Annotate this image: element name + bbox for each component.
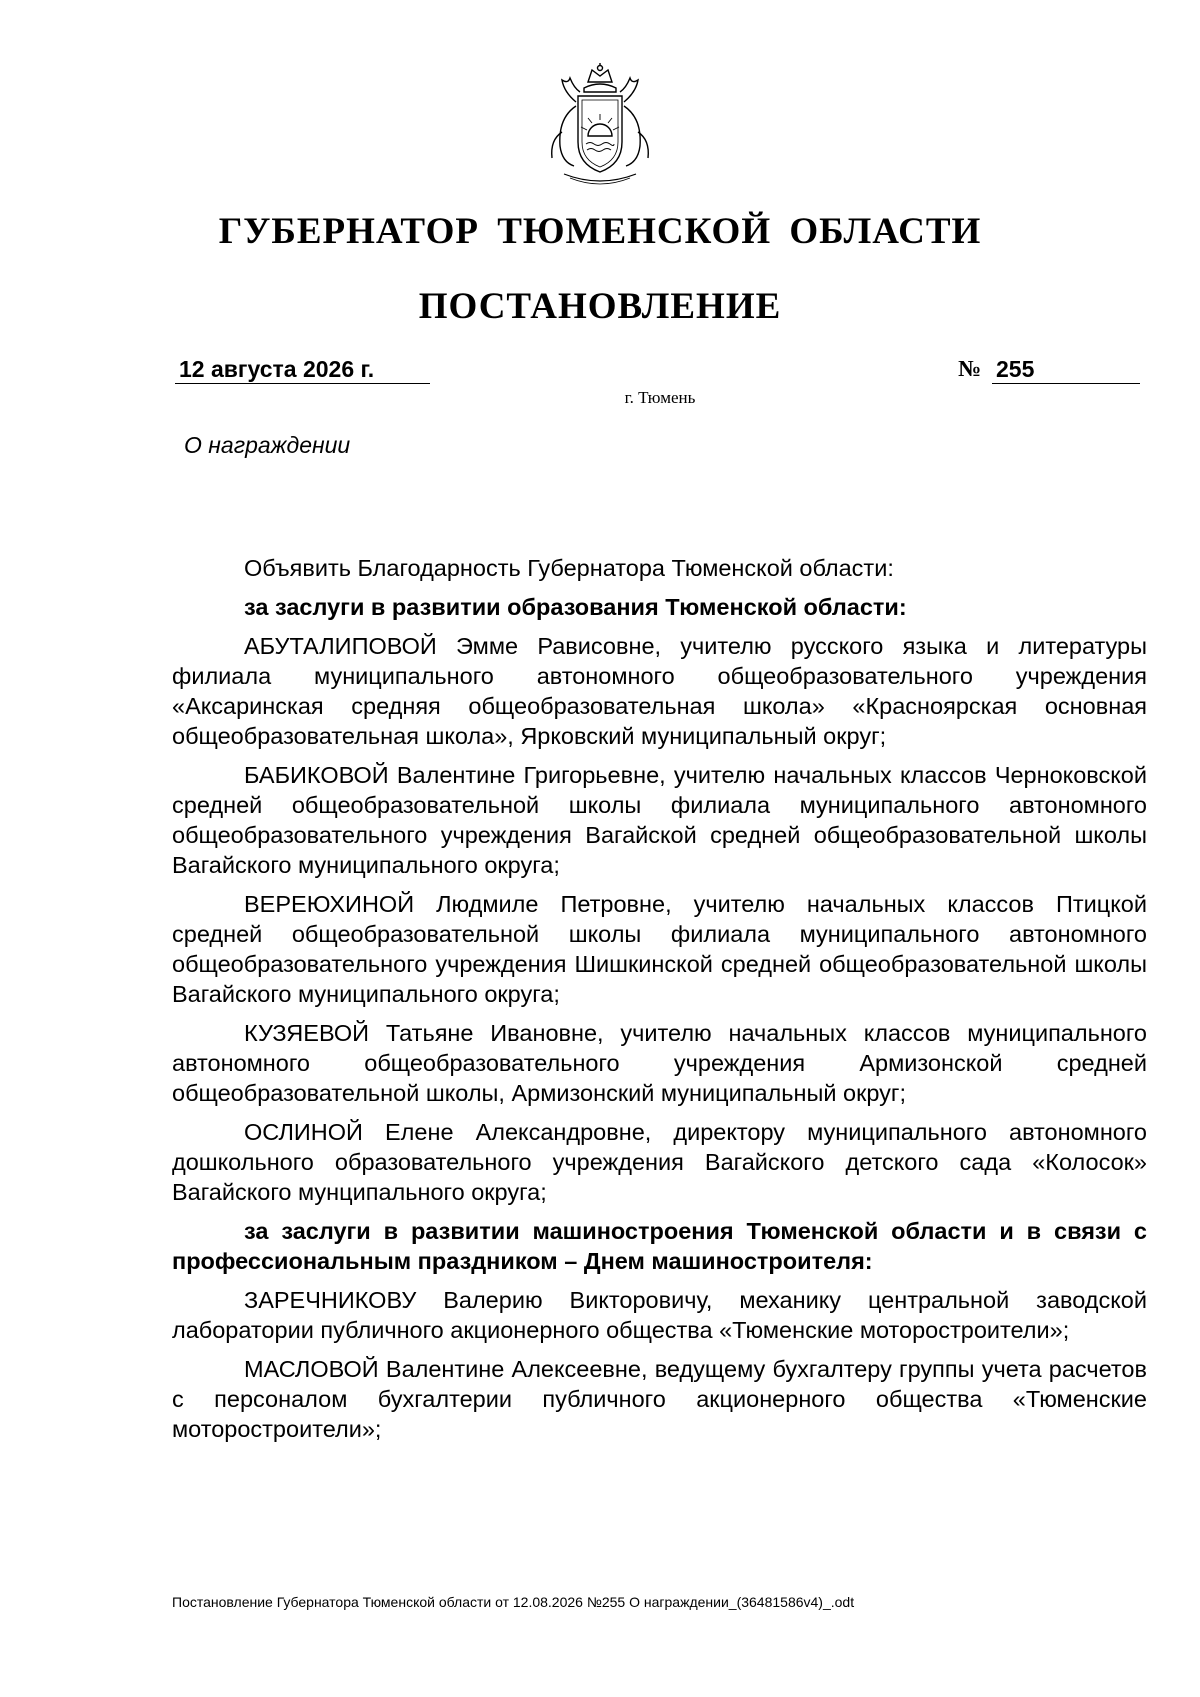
award-item: ЗАРЕЧНИКОВУ Валерию Викторовичу, механику центральной заводской лаборатории публичного акционерного общества «Тюменские моторостроители»; xyxy=(172,1287,1147,1343)
award-item: АБУТАЛИПОВОЙ Эмме Рависовне, учителю русского языка и литературы филиала муниципального автономного общеобразовательного учреждения «Аксаринская средняя общеобразовательная школа» «Красноярская основная общеобразовательная школа», Ярковский муниципальный округ; xyxy=(172,633,1147,749)
document-date: 12 августа 2026 г. xyxy=(175,354,430,384)
section-heading: за заслуги в развитии машиностроения Тюменской области и в связи с профессиональным праздником – Днем машиностроителя: xyxy=(172,1218,1147,1274)
document-body xyxy=(172,553,1147,1453)
document-type-title: ПОСТАНОВЛЕНИЕ xyxy=(418,286,782,327)
intro-paragraph: Объявить Благодарность Губернатора Тюменской области: xyxy=(244,555,894,581)
footer-file-name: Постановление Губернатора Тюменской области от 12.08.2026 №255 О награждении_(36481586v4)_.odt xyxy=(172,1594,855,1610)
award-item: ОСЛИНОЙ Елене Александровне, директору муниципального автономного дошкольного образовательного учреждения Вагайского детского сада «Колосок» Вагайского мунципального округа; xyxy=(172,1119,1147,1205)
award-item: БАБИКОВОЙ Валентине Григорьевне, учителю начальных классов Черноковской средней общеобразовательной школы филиала муниципального автономного общеобразовательного учреждения Вагайской средней общеобразовательной школы Вагайского муниципального округа; xyxy=(172,762,1147,878)
document-number: 255 xyxy=(992,354,1140,384)
tyumen-coat-of-arms-icon xyxy=(540,62,660,192)
section-heading: за заслуги в развитии образования Тюменской области: xyxy=(244,594,907,620)
document-city: г. Тюмень xyxy=(624,388,696,407)
authority-title: ГУБЕРНАТОР ТЮМЕНСКОЙ ОБЛАСТИ xyxy=(218,211,982,252)
document-subject: О награждении xyxy=(184,432,351,458)
award-item: ВЕРЕЮХИНОЙ Людмиле Петровне, учителю начальных классов Птицкой средней общеобразовательной школы филиала муниципального автономного общеобразовательного учреждения Шишкинской средней общеобразовательной школы Вагайского муниципального округа; xyxy=(172,891,1147,1007)
number-sign: № xyxy=(958,356,982,381)
award-item: МАСЛОВОЙ Валентине Алексеевне, ведущему бухгалтеру группы учета расчетов с персоналом бухгалтерии публичного акционерного общества «Тюменские моторостроители»; xyxy=(172,1356,1147,1442)
award-item: КУЗЯЕВОЙ Татьяне Ивановне, учителю начальных классов муниципального автономного общеобразовательного учреждения Армизонской средней общеобразовательной школы, Армизонский муниципальный округ; xyxy=(172,1020,1147,1106)
